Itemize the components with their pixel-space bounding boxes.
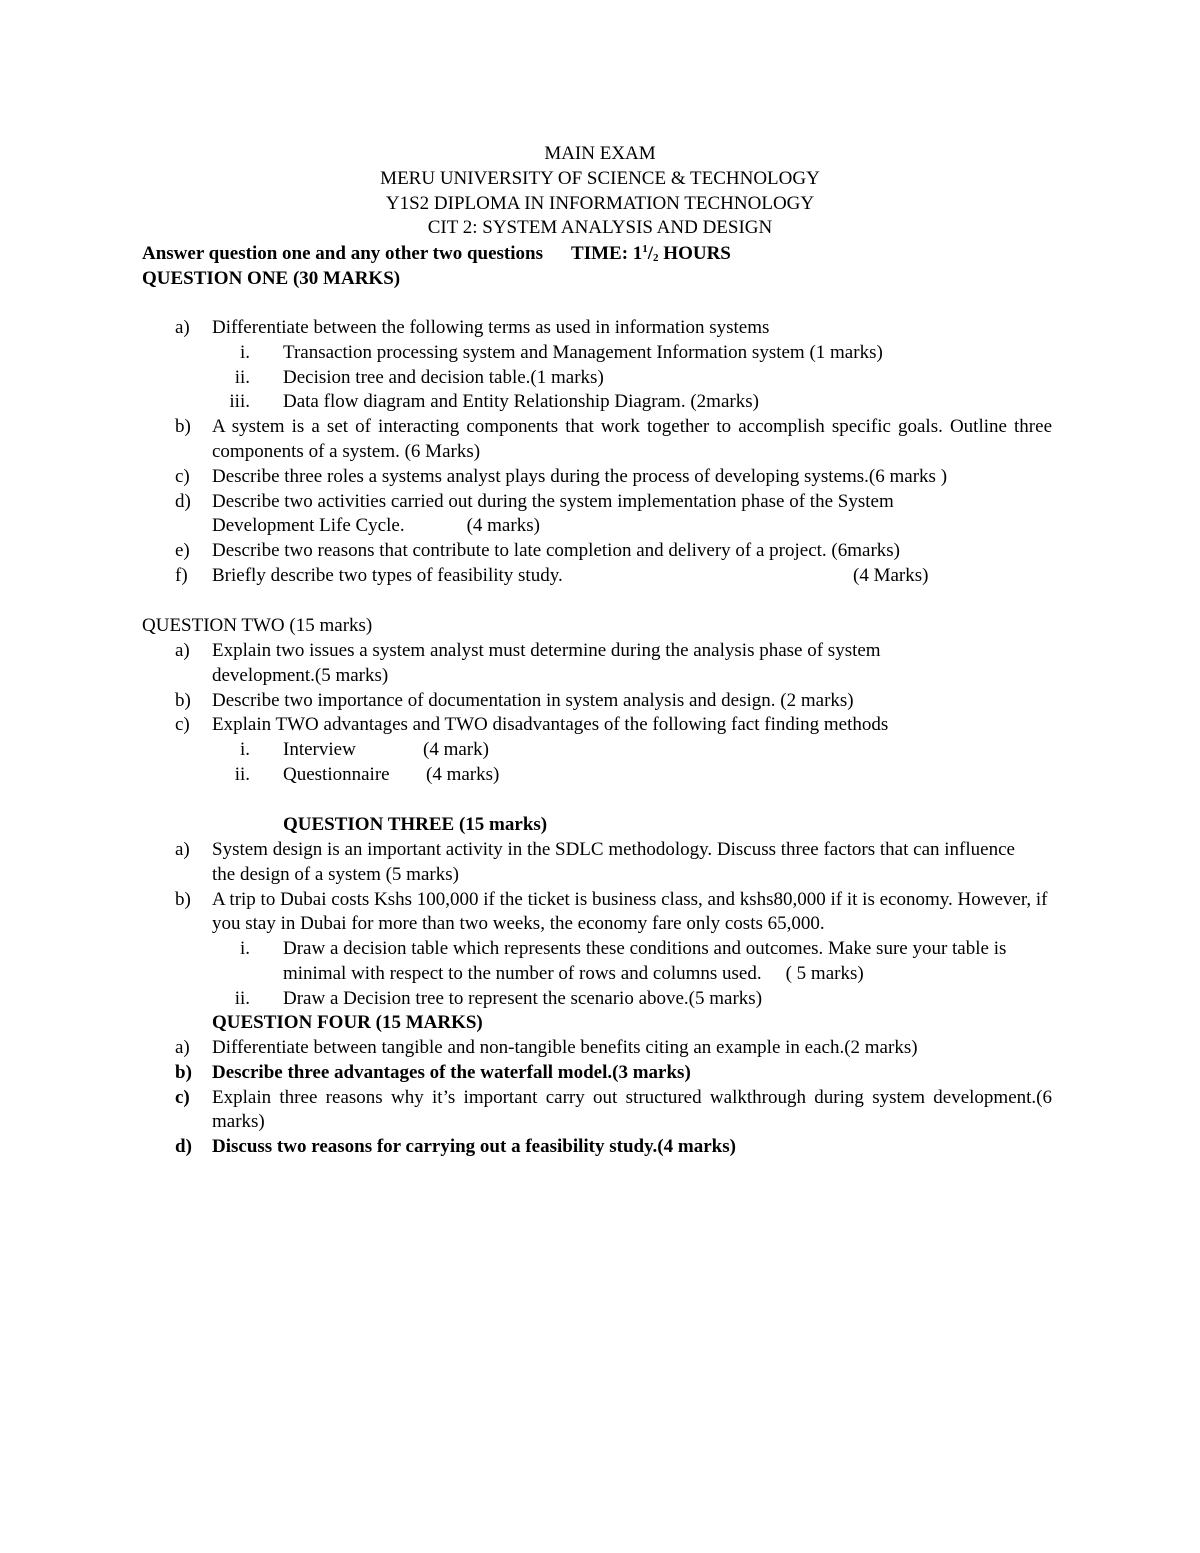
q4-item-d: d) Discuss two reasons for carrying out a feasibility study.(4 marks): [175, 1136, 736, 1158]
q1-item-d: d) Describe two activities carried out during the system implementation phase of the System Development Life Cycle. (4 marks): [175, 490, 894, 537]
question-one-list: [175, 316, 1052, 589]
q1-a-sub-i: i. Transaction processing system and Management Information system (1 marks): [239, 341, 883, 363]
q3-b-sub-ii: ii. Draw a Decision tree to represent the scenario above.(5 marks): [234, 987, 763, 1009]
course-name: CIT 2: SYSTEM ANALYSIS AND DESIGN: [427, 217, 773, 239]
q1-a-sub-iii: iii. Data flow diagram and Entity Relationship Diagram. (2marks): [229, 391, 759, 413]
q4-item-b: b) Describe three advantages of the waterfall model.(3 marks): [175, 1061, 691, 1083]
time-allowed: TIME: $1^1/_2$ HOURS: [571, 243, 731, 264]
q1-item-f: f) Briefly describe two types of feasibility study. (4 Marks): [175, 564, 929, 586]
q2-item-b: b) Describe two importance of documentation in system analysis and design. (2 marks): [175, 689, 854, 711]
programme-name: Y1S2 DIPLOMA IN INFORMATION TECHNOLOGY: [385, 192, 815, 214]
q4-item-a: a) Differentiate between tangible and non-tangible benefits citing an example in each.(2 marks): [175, 1037, 918, 1058]
question-two-title: QUESTION TWO (15 marks): [142, 615, 373, 636]
university-name: MERU UNIVERSITY OF SCIENCE & TECHNOLOGY: [380, 167, 820, 189]
instructions-text: Answer question one and any other two questions: [142, 243, 544, 264]
q1-item-e: e) Describe two reasons that contribute to late completion and delivery of a project. (6marks): [175, 540, 900, 562]
question-four-title: QUESTION FOUR (15 MARKS): [212, 1012, 483, 1033]
question-three-title: QUESTION THREE (15 marks): [283, 814, 548, 835]
q3-item-a: a) System design is an important activity in the SDLC methodology. Discuss three factors that can influence the design of a system (5 marks): [175, 839, 1015, 885]
q2-item-c: c) Explain TWO advantages and TWO disadvantages of the following fact finding methods: [175, 714, 889, 736]
q1-item-c: c) Describe three roles a systems analyst plays during the process of developing systems.(6 marks ): [175, 465, 948, 487]
q2-c-sub-ii: ii. Questionnaire (4 marks): [234, 763, 500, 785]
question-four-list: [175, 1036, 1052, 1160]
q1-a-sub-ii: ii. Decision tree and decision table.(1 marks): [234, 366, 604, 388]
q1-item-b: b) A system is a set of interacting components that work together to accomplish specific goals. Outline three components of a system. (6 Marks): [175, 416, 1052, 462]
question-one-title: QUESTION ONE (30 MARKS): [142, 268, 401, 289]
q1-item-a: a) Differentiate between the following terms as used in information systems: [175, 317, 770, 338]
instructions: [142, 242, 731, 267]
q2-item-a: a) Explain two issues a system analyst must determine during the analysis phase of system development.(5 marks): [175, 640, 881, 686]
q4-item-c: c) Explain three reasons why it’s important carry out structured walkthrough during system development.(6 marks): [175, 1086, 1052, 1133]
q3-b-sub-i: i. Draw a decision table which represents these conditions and outcomes. Make sure your table is minimal with respect to the number of rows and columns used. ( 5 marks): [239, 938, 1007, 984]
q3-item-b: b) A trip to Dubai costs Kshs 100,000 if the ticket is business class, and kshs80,000 if it is economy. However, if you stay in Dubai for more than two weeks, the economy fare only costs 65,000.: [175, 888, 1048, 935]
exam-header: [0, 142, 1200, 241]
exam-type: MAIN EXAM: [544, 143, 656, 164]
question-two-list: [175, 639, 1052, 788]
q2-c-sub-i: i. Interview (4 mark): [239, 739, 489, 761]
question-three-list: [175, 838, 1052, 1012]
